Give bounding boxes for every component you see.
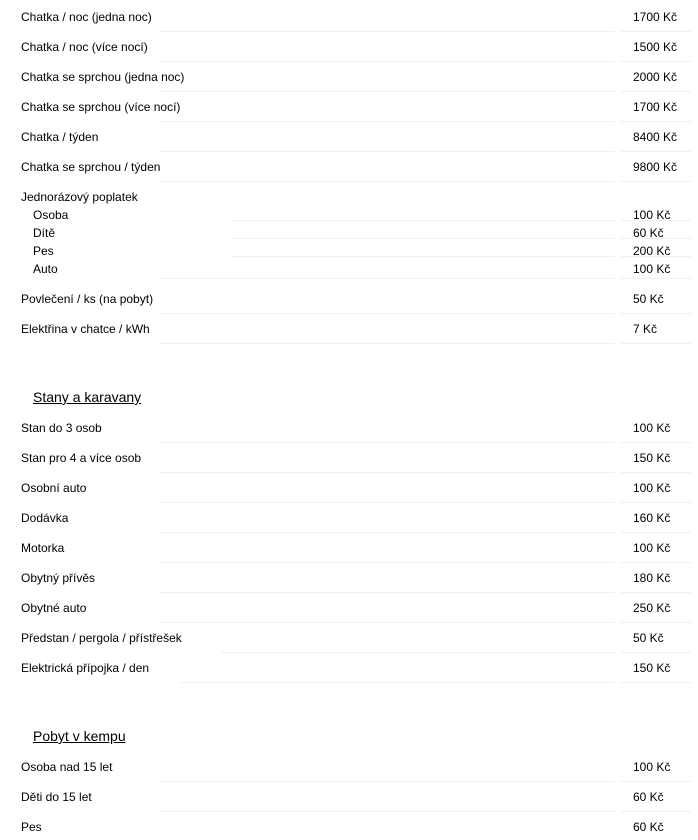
row-divider [231,238,615,239]
fee-group-heading [21,188,691,206]
fee-label: Osoba [33,208,69,222]
price-value: 250 Kč [633,601,671,615]
price-label: Pes [21,820,42,834]
price-row [21,449,691,467]
price-value: 1700 Kč [633,100,678,114]
row-divider [621,278,691,279]
row-divider [621,31,691,32]
price-value: 150 Kč [633,451,671,465]
row-divider [621,682,691,683]
price-row [21,290,691,308]
row-divider [621,502,691,503]
price-label: Osoba nad 15 let [21,760,113,774]
row-divider [621,313,691,314]
row-divider [160,91,615,92]
fee-row [21,242,691,260]
price-row [21,629,691,647]
row-divider [160,181,615,182]
price-label: Chatka / týden [21,130,99,144]
row-divider [160,278,615,279]
section-title-camp-stay: Pobyt v kempu [33,728,126,744]
price-row [21,158,691,176]
price-value: 180 Kč [633,571,671,585]
row-divider [160,811,615,812]
price-row [21,569,691,587]
price-value: 60 Kč [633,790,664,804]
fee-label: Dítě [33,226,56,240]
row-divider [621,652,691,653]
price-label: Stan pro 4 a více osob [21,451,142,465]
fee-label: Pes [33,244,54,258]
price-value: 7 Kč [633,322,658,336]
price-row [21,818,691,836]
price-label: Chatka / noc (více nocí) [21,40,148,54]
price-row [21,509,691,527]
price-row [21,98,691,116]
price-value: 9800 Kč [633,160,678,174]
row-divider [621,622,691,623]
row-divider [160,472,615,473]
fee-row [21,224,691,242]
price-value: 100 Kč [633,760,671,774]
row-divider [160,781,615,782]
price-label: Chatka / noc (jedna noc) [21,10,152,24]
price-label: Osobní auto [21,481,87,495]
fee-row [21,206,691,224]
price-label: Motorka [21,541,65,555]
fee-group-label: Jednorázový poplatek [21,190,138,204]
price-label: Elektřina v chatce / kWh [21,322,150,336]
fee-label: Auto [33,262,58,276]
row-divider [160,61,615,62]
row-divider [160,313,615,314]
price-value: 50 Kč [633,292,664,306]
price-row [21,788,691,806]
price-value: 150 Kč [633,661,671,675]
price-label: Chatka se sprchou (jedna noc) [21,70,185,84]
price-row [21,539,691,557]
price-row [21,128,691,146]
section-title-tents: Stany a karavany [33,389,142,405]
row-divider [621,220,691,221]
price-value: 160 Kč [633,511,671,525]
price-row [21,320,691,338]
row-divider [221,652,615,653]
row-divider [621,256,691,257]
row-divider [160,592,615,593]
row-divider [621,343,691,344]
price-label: Obytný přívěs [21,571,96,585]
price-value: 50 Kč [633,631,664,645]
price-row [21,479,691,497]
price-label: Obytné auto [21,601,87,615]
price-label: Předstan / pergola / přístřešek [21,631,182,645]
price-row [21,758,691,776]
price-label: Dodávka [21,511,69,525]
price-row [21,8,691,26]
price-row [21,68,691,86]
price-value: 2000 Kč [633,70,678,84]
row-divider [621,121,691,122]
row-divider [621,238,691,239]
price-row [21,659,691,677]
price-label: Děti do 15 let [21,790,92,804]
row-divider [181,682,615,683]
row-divider [621,781,691,782]
price-label: Chatka se sprchou / týden [21,160,161,174]
row-divider [231,220,615,221]
price-row [21,419,691,437]
row-divider [621,532,691,533]
fee-value: 200 Kč [633,244,671,258]
price-label: Stan do 3 osob [21,421,102,435]
price-label: Povlečení / ks (na pobyt) [21,292,154,306]
price-label: Elektrická přípojka / den [21,661,150,675]
fee-value: 100 Kč [633,262,671,276]
price-row [21,38,691,56]
row-divider [621,472,691,473]
price-value: 100 Kč [633,541,671,555]
row-divider [160,502,615,503]
row-divider [160,31,615,32]
row-divider [621,442,691,443]
row-divider [621,592,691,593]
row-divider [160,343,615,344]
row-divider [160,622,615,623]
row-divider [621,811,691,812]
price-label: Chatka se sprchou (více nocí) [21,100,181,114]
fee-value: 60 Kč [633,226,664,240]
price-value: 1700 Kč [633,10,678,24]
row-divider [621,91,691,92]
row-divider [160,151,615,152]
row-divider [621,181,691,182]
row-divider [160,562,615,563]
row-divider [621,562,691,563]
row-divider [231,256,615,257]
row-divider [160,121,615,122]
price-value: 8400 Kč [633,130,678,144]
fee-row [21,260,691,278]
row-divider [160,442,615,443]
fee-value: 100 Kč [633,208,671,222]
price-value: 100 Kč [633,481,671,495]
row-divider [621,151,691,152]
price-value: 100 Kč [633,421,671,435]
row-divider [160,532,615,533]
row-divider [621,61,691,62]
price-value: 60 Kč [633,820,664,834]
price-value: 1500 Kč [633,40,678,54]
price-row [21,599,691,617]
